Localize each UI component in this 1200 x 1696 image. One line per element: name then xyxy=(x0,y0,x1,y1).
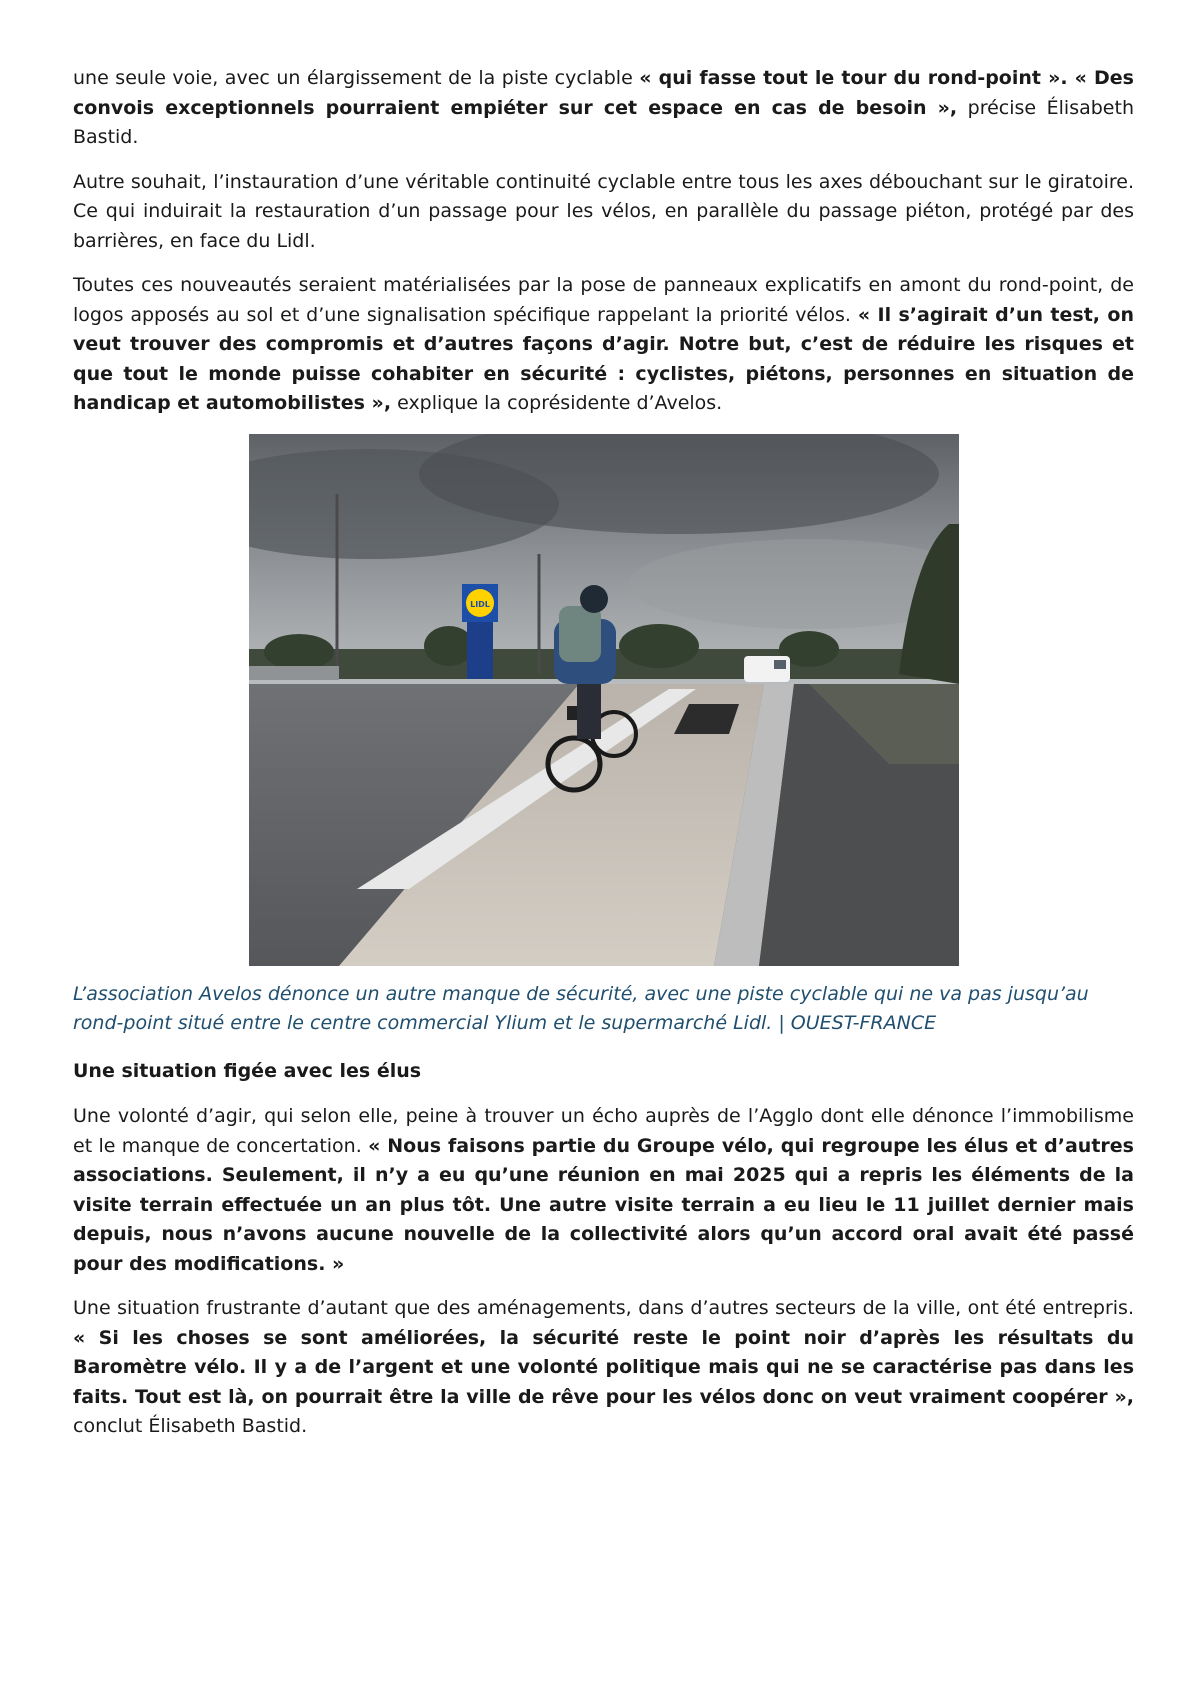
paragraph-2: Autre souhait, l’instauration d’une véritable continuité cyclable entre tous les axes débouchant sur le giratoire. Ce qui induirait la restauration d’un passage pour les vélos, en parallèle du passage piéton, protégé par des barrières, en face du Lidl. xyxy=(73,170,1134,252)
paragraph-3 xyxy=(73,271,1134,419)
article-body xyxy=(73,64,1134,1457)
paragraph-1-quote: « qui fasse tout le tour du rond-point ». « Des convois exceptionnels pourraient empiéter sur cet espace en cas de besoin », xyxy=(73,67,1134,119)
cyclist-backpack xyxy=(559,606,601,662)
paragraph-5-text: Une situation frustrante d’autant que des aménagements, dans d’autres secteurs de la ville, ont été entrepris. xyxy=(73,1297,1134,1319)
paragraph-3-quote: « Il s’agirait d’un test, on veut trouver des compromis et d’autres façons d’agir. Notre but, c’est de réduire les risques et que tout le monde puisse cohabiter en sécurité : cyclistes, piétons, personnes en situation de handicap et automobilistes », xyxy=(73,303,1134,414)
cyclist-helmet xyxy=(580,585,608,613)
paragraph-1-attribution: précise Élisabeth Bastid. xyxy=(73,96,1134,148)
article-photo xyxy=(249,434,959,966)
tree xyxy=(264,634,334,670)
paragraph-1 xyxy=(73,64,1134,153)
cyclist-photo-illustration xyxy=(249,434,959,966)
paragraph-4 xyxy=(73,1102,1134,1279)
tree xyxy=(619,624,699,668)
paragraph-5-attribution: conclut Élisabeth Bastid. xyxy=(73,1415,308,1437)
paragraph-1-text: une seule voie, avec un élargissement de la piste cyclable xyxy=(73,67,640,89)
parked-cars xyxy=(249,666,339,680)
tree xyxy=(424,626,474,666)
paragraph-3-text: Toutes ces nouveautés seraient matérialisées par la pose de panneaux explicatifs en amont du rond-point, de logos apposés au sol et d’une signalisation spécifique rappelant la priorité vélos. xyxy=(73,274,1134,326)
lidl-sign-text: LIDL xyxy=(469,599,490,609)
photo-caption: L’association Avelos dénonce un autre manque de sécurité, avec une piste cyclable qui ne va pas jusqu’au rond-point situé entre le centre commercial Ylium et le supermarché Lidl. | OUEST-FRANCE xyxy=(73,982,1089,1034)
white-van-window xyxy=(774,660,786,669)
paragraph-4-quote: « Nous faisons partie du Groupe vélo, qui regroupe les élus et d’autres associations. Seulement, il n’y a eu qu’une réunion en mai 2025 qui a repris les éléments de la visite terrain effectuée un an plus tôt. Une autre visite terrain a eu lieu le 11 juillet dernier mais depuis, nous n’avons aucune nouvelle de la collectivité alors qu’un accord oral avait été passé pour des modifications. » xyxy=(73,1134,1134,1275)
paragraph-4-text: Une volonté d’agir, qui selon elle, peine à trouver un écho auprès de l’Agglo dont elle dénonce l’immobilisme et le manque de concertation. xyxy=(73,1105,1134,1157)
section-subheading: Une situation figée avec les élus xyxy=(73,1059,422,1082)
paragraph-5 xyxy=(73,1294,1134,1442)
paragraph-5-quote: « Si les choses se sont améliorées, la sécurité reste le point noir d’après les résultats du Baromètre vélo. Il y a de l’argent et une volonté politique mais qui ne se caractérise pas dans les faits. Tout est là, on pourrait être la ville de rêve pour les vélos donc on veut vraiment coopérer », xyxy=(73,1326,1134,1408)
paragraph-3-attribution: explique la coprésidente d’Avelos. xyxy=(391,392,723,414)
